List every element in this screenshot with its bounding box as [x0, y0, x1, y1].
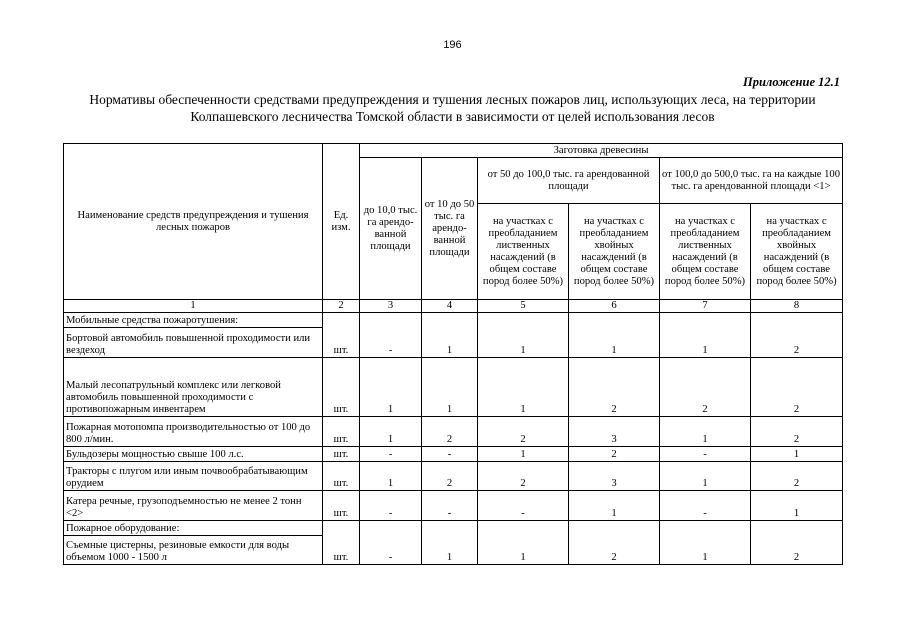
- row-unit: шт.: [323, 328, 360, 358]
- row-value: -: [360, 536, 422, 565]
- row-unit: шт.: [323, 536, 360, 565]
- table-row: [64, 447, 843, 462]
- row-value: 1: [660, 328, 751, 358]
- row-value: 1: [660, 417, 751, 447]
- row-unit: шт.: [323, 462, 360, 491]
- table-row: [64, 536, 843, 565]
- column-number: 3: [360, 300, 422, 313]
- appendix-label: Приложение 12.1: [742, 75, 840, 89]
- column-number: 5: [478, 300, 569, 313]
- row-value: 1: [478, 447, 569, 462]
- header-deciduous: на участках с преобладанием лиственных насаждений (в общем составе пород более 50%): [478, 204, 569, 300]
- document-title: Нормативы обеспеченности средствами предупреждения и тушения лесных пожаров лиц, использующих леса, на территории Колпашевского лесничества Томской области в зависимости от целей использования лесов: [89, 92, 816, 124]
- row-value: 2: [751, 328, 843, 358]
- row-value: 1: [478, 358, 569, 417]
- row-value: -: [360, 328, 422, 358]
- column-number: 7: [660, 300, 751, 313]
- row-value: 2: [751, 462, 843, 491]
- row-name: Пожарная мотопомпа производительностью от 100 до 800 л/мин.: [64, 417, 323, 447]
- row-value: 2: [478, 417, 569, 447]
- header-10-to-50: от 10 до 50 тыс. га арендо- ванной площади: [422, 158, 478, 300]
- row-value: 2: [660, 358, 751, 417]
- column-number: 6: [569, 300, 660, 313]
- header-name: Наименование средств предупреждения и тушения лесных пожаров: [64, 144, 323, 300]
- column-number: 4: [422, 300, 478, 313]
- header-coniferous: на участках с преобладанием хвойных насаждений (в общем составе пород более 50%): [751, 204, 843, 300]
- row-value: 1: [422, 536, 478, 565]
- row-value: 1: [569, 328, 660, 358]
- row-value: 1: [751, 491, 843, 521]
- row-value: 1: [478, 536, 569, 565]
- table-row: [64, 417, 843, 447]
- row-value: 3: [569, 417, 660, 447]
- header-row-1: [64, 144, 843, 158]
- row-value: 1: [360, 462, 422, 491]
- table-row: [64, 462, 843, 491]
- row-value: 1: [422, 328, 478, 358]
- header-100-to-500: от 100,0 до 500,0 тыс. га на каждые 100 тыс. га арендованной площади <1>: [660, 158, 843, 204]
- row-name: Катера речные, грузоподъемностью не менее 2 тонн <2>: [64, 491, 323, 521]
- row-name: Тракторы с плугом или иным почвообрабатывающим орудием: [64, 462, 323, 491]
- table-row: [64, 358, 843, 417]
- row-value: 2: [569, 536, 660, 565]
- row-value: 2: [569, 447, 660, 462]
- table-row: [64, 328, 843, 358]
- row-value: 2: [569, 358, 660, 417]
- header-coniferous: на участках с преобладанием хвойных насаждений (в общем составе пород более 50%): [569, 204, 660, 300]
- row-value: 1: [660, 536, 751, 565]
- page-number: 196: [443, 39, 462, 51]
- row-value: 1: [360, 417, 422, 447]
- column-numbers-row: [64, 300, 843, 313]
- table-row: [64, 491, 843, 521]
- header-harvest-group: Заготовка древесины: [360, 144, 843, 158]
- row-value: 2: [751, 358, 843, 417]
- row-name: Съемные цистерны, резиновые емкости для воды объемом 1000 - 1500 л: [64, 536, 323, 565]
- row-unit: шт.: [323, 491, 360, 521]
- section-row: [64, 521, 843, 536]
- column-number: 1: [64, 300, 323, 313]
- row-value: -: [360, 491, 422, 521]
- column-number: 2: [323, 300, 360, 313]
- header-up-to-10: до 10,0 тыс. га арендо- ванной площади: [360, 158, 422, 300]
- row-unit: шт.: [323, 447, 360, 462]
- row-value: 2: [751, 536, 843, 565]
- row-value: -: [478, 491, 569, 521]
- row-value: 1: [422, 358, 478, 417]
- header-unit: Ед. изм.: [323, 144, 360, 300]
- row-value: 1: [660, 462, 751, 491]
- row-value: -: [660, 447, 751, 462]
- row-value: 1: [569, 491, 660, 521]
- row-value: 2: [751, 417, 843, 447]
- row-value: -: [660, 491, 751, 521]
- row-value: 1: [478, 328, 569, 358]
- row-value: 1: [751, 447, 843, 462]
- header-deciduous: на участках с преобладанием лиственных насаждений (в общем составе пород более 50%): [660, 204, 751, 300]
- row-value: 3: [569, 462, 660, 491]
- row-value: -: [422, 491, 478, 521]
- row-value: 1: [360, 358, 422, 417]
- norms-table: [63, 143, 843, 565]
- row-value: -: [422, 447, 478, 462]
- row-name: Бортовой автомобиль повышенной проходимости или вездеход: [64, 328, 323, 358]
- section-title: Мобильные средства пожаротушения:: [64, 313, 323, 328]
- row-value: 2: [478, 462, 569, 491]
- row-value: 2: [422, 417, 478, 447]
- row-unit: шт.: [323, 417, 360, 447]
- row-name: Малый лесопатрульный комплекс или легковой автомобиль повышенной проходимости с противопожарным инвентарем: [64, 358, 323, 417]
- column-number: 8: [751, 300, 843, 313]
- section-title: Пожарное оборудование:: [64, 521, 323, 536]
- header-50-to-100: от 50 до 100,0 тыс. га арендованной площади: [478, 158, 660, 204]
- row-value: -: [360, 447, 422, 462]
- row-value: 2: [422, 462, 478, 491]
- section-row: [64, 313, 843, 328]
- row-name: Бульдозеры мощностью свыше 100 л.с.: [64, 447, 323, 462]
- row-unit: шт.: [323, 358, 360, 417]
